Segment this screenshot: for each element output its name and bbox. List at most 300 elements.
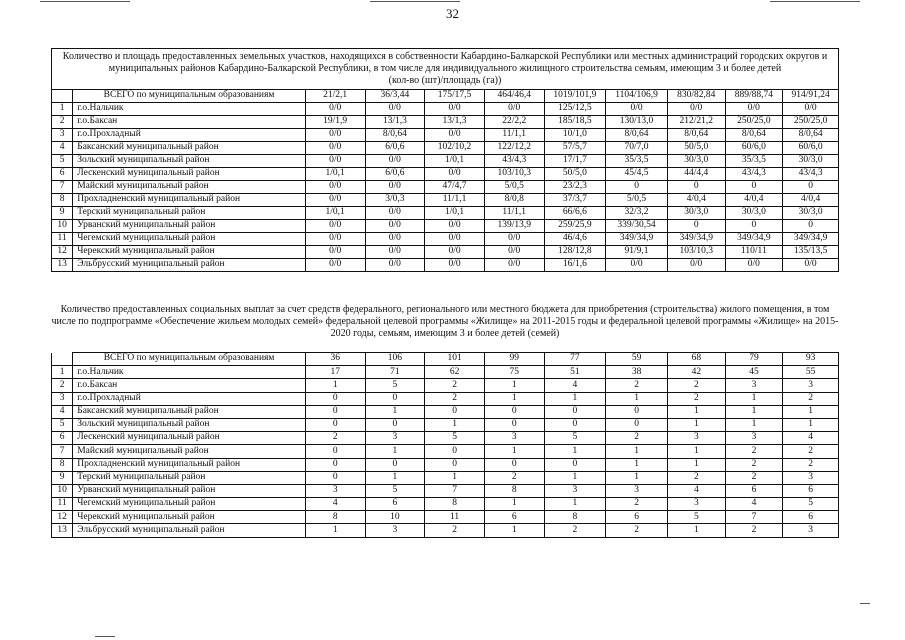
data-cell: 1 <box>606 392 668 405</box>
row-number: 2 <box>52 379 73 392</box>
scan-artifact-line <box>770 1 860 2</box>
table-row <box>52 405 839 418</box>
municipality-name: Зольский муниципальный район <box>73 155 306 168</box>
data-cell: 1 <box>725 418 783 431</box>
data-cell: 30/3,0 <box>667 155 725 168</box>
data-cell: 45 <box>725 366 783 379</box>
row-number: 3 <box>52 392 73 405</box>
municipality-name: г.о.Нальчик <box>73 366 306 379</box>
data-cell: 2 <box>725 458 783 471</box>
table-row <box>52 116 839 129</box>
data-cell: 8 <box>305 511 365 524</box>
data-cell: 0/0 <box>425 103 485 116</box>
total-cell: 1019/101,9 <box>544 90 606 103</box>
table-row <box>52 129 839 142</box>
data-cell: 0 <box>305 445 365 458</box>
table-row <box>52 458 839 471</box>
total-cell: 36/3,44 <box>365 90 425 103</box>
data-cell: 5 <box>667 511 725 524</box>
data-cell: 122/12,2 <box>484 142 544 155</box>
table1-unit-note: (кол-во (шт)/площадь (га)) <box>388 75 502 86</box>
data-cell: 6 <box>606 511 668 524</box>
page-number: 32 <box>446 6 459 21</box>
data-cell: 1 <box>725 405 783 418</box>
data-cell: 0/0 <box>365 233 425 246</box>
data-cell: 1 <box>305 379 365 392</box>
data-cell: 2 <box>606 498 668 511</box>
data-cell: 4/0,4 <box>783 194 839 207</box>
row-number: 3 <box>52 129 73 142</box>
data-cell: 0 <box>365 418 425 431</box>
data-cell: 0/0 <box>725 103 783 116</box>
data-cell: 43/4,3 <box>783 168 839 181</box>
data-cell: 139/13,9 <box>484 220 544 233</box>
row-number: 4 <box>52 142 73 155</box>
data-cell: 4 <box>305 498 365 511</box>
data-cell: 7 <box>725 511 783 524</box>
table-row <box>52 259 839 272</box>
data-cell: 259/25,9 <box>544 220 606 233</box>
data-cell: 2 <box>725 445 783 458</box>
data-cell: 70/7,0 <box>606 142 668 155</box>
data-cell: 3 <box>725 379 783 392</box>
data-cell: 23/2,3 <box>544 181 606 194</box>
data-cell: 1 <box>725 392 783 405</box>
data-cell: 0/0 <box>365 220 425 233</box>
data-cell: 1 <box>365 445 425 458</box>
municipality-name: Майский муниципальный район <box>73 445 306 458</box>
data-cell: 6 <box>365 498 425 511</box>
table-row <box>52 142 839 155</box>
data-cell: 0/0 <box>305 259 365 272</box>
municipality-name: г.о.Прохладный <box>73 392 306 405</box>
municipality-name: Урванский муниципальный район <box>73 484 306 497</box>
data-cell: 1 <box>544 392 606 405</box>
data-cell: 0 <box>425 445 485 458</box>
data-cell: 0 <box>606 405 668 418</box>
table-row <box>52 498 839 511</box>
table-row <box>52 246 839 259</box>
data-cell: 0/0 <box>783 259 839 272</box>
data-cell: 1/0,1 <box>305 207 365 220</box>
table-row <box>52 445 839 458</box>
data-cell: 1 <box>667 458 725 471</box>
data-cell: 8/0,64 <box>783 129 839 142</box>
data-cell: 0 <box>425 405 485 418</box>
table2-title: Количество предоставленных социальных выплат за счет средств федерального, регионального или местного бюджета для приобретения (строительства) жилого помещения, в том числе по подпрограмме «Обеспечение жильем молодых семей» федеральной целевой программы «Жилище» на 2011-2015 годы и федеральной целевой программы «Жилище» на 2015-2020 годы, семьям, имеющим 3 и более детей (семей) <box>51 304 839 339</box>
data-cell: 0 <box>606 181 668 194</box>
table-row <box>52 207 839 220</box>
data-cell: 0 <box>725 220 783 233</box>
data-cell: 17/1,7 <box>544 155 606 168</box>
data-cell: 0/0 <box>425 233 485 246</box>
data-cell: 0/0 <box>365 103 425 116</box>
data-cell: 2 <box>725 471 783 484</box>
row-number: 1 <box>52 366 73 379</box>
data-cell: 1/0,1 <box>425 155 485 168</box>
data-cell: 3 <box>783 471 839 484</box>
data-cell: 1 <box>606 458 668 471</box>
data-cell: 0 <box>544 458 606 471</box>
data-cell: 5 <box>544 432 606 445</box>
data-cell: 2 <box>425 379 485 392</box>
table-row <box>52 418 839 431</box>
data-cell: 1 <box>606 471 668 484</box>
data-cell: 1 <box>484 445 544 458</box>
data-cell: 71 <box>365 366 425 379</box>
total-cell: 1104/106,9 <box>606 90 668 103</box>
data-cell: 2 <box>425 524 485 537</box>
data-cell: 0/0 <box>667 103 725 116</box>
table1-total-row <box>52 90 839 103</box>
data-cell: 339/30,54 <box>606 220 668 233</box>
data-cell: 0/0 <box>425 168 485 181</box>
data-cell: 2 <box>667 379 725 392</box>
data-cell: 30/3,0 <box>783 207 839 220</box>
data-cell: 6 <box>484 511 544 524</box>
data-cell: 8/0,64 <box>725 129 783 142</box>
data-cell: 0/0 <box>305 220 365 233</box>
data-cell: 6 <box>783 484 839 497</box>
data-cell: 0/0 <box>425 129 485 142</box>
data-cell: 30/3,0 <box>667 207 725 220</box>
municipality-name: г.о.Баксан <box>73 379 306 392</box>
total-row-label: ВСЕГО по муниципальным образованиям <box>73 90 306 103</box>
data-cell: 0 <box>484 405 544 418</box>
total-cell: 21/2,1 <box>305 90 365 103</box>
table-row <box>52 379 839 392</box>
row-number: 6 <box>52 432 73 445</box>
row-number: 6 <box>52 168 73 181</box>
data-cell: 2 <box>484 471 544 484</box>
row-number: 9 <box>52 471 73 484</box>
data-cell: 3 <box>484 432 544 445</box>
data-cell: 35/3,5 <box>725 155 783 168</box>
municipality-name: Эльбрусский муниципальный район <box>73 524 306 537</box>
data-cell: 30/3,0 <box>783 155 839 168</box>
data-cell: 62 <box>425 366 485 379</box>
municipality-name: Прохладненский муниципальный район <box>73 194 306 207</box>
data-cell: 13/1,3 <box>365 116 425 129</box>
table-row <box>52 155 839 168</box>
total-row-number <box>52 353 73 366</box>
row-number: 9 <box>52 207 73 220</box>
row-number: 11 <box>52 498 73 511</box>
data-cell: 3 <box>365 524 425 537</box>
municipality-name: Зольский муниципальный район <box>73 418 306 431</box>
table-row <box>52 484 839 497</box>
data-cell: 102/10,2 <box>425 142 485 155</box>
data-cell: 11/1,1 <box>425 194 485 207</box>
scan-artifact-line <box>860 603 870 604</box>
data-cell: 349/34,9 <box>725 233 783 246</box>
municipality-name: Эльбрусский муниципальный район <box>73 259 306 272</box>
data-cell: 0/0 <box>783 103 839 116</box>
row-number: 7 <box>52 181 73 194</box>
land-plots-table <box>51 48 839 272</box>
municipality-name: Терский муниципальный район <box>73 471 306 484</box>
social-payments-table <box>51 352 839 538</box>
data-cell: 2 <box>783 458 839 471</box>
data-cell: 4/0,4 <box>725 194 783 207</box>
data-cell: 2 <box>606 432 668 445</box>
table1-title <box>52 49 839 90</box>
table-row <box>52 233 839 246</box>
data-cell: 5 <box>365 484 425 497</box>
data-cell: 0/0 <box>606 103 668 116</box>
data-cell: 0/0 <box>365 259 425 272</box>
data-cell: 103/10,3 <box>667 246 725 259</box>
data-cell: 0/0 <box>365 207 425 220</box>
row-number: 10 <box>52 484 73 497</box>
total-cell: 464/46,4 <box>484 90 544 103</box>
data-cell: 130/13,0 <box>606 116 668 129</box>
data-cell: 2 <box>725 524 783 537</box>
municipality-name: Лескенский муниципальный район <box>73 432 306 445</box>
municipality-name: Черекский муниципальный район <box>73 511 306 524</box>
data-cell: 4 <box>783 432 839 445</box>
data-cell: 55 <box>783 366 839 379</box>
data-cell: 0/0 <box>425 220 485 233</box>
data-cell: 0/0 <box>365 181 425 194</box>
data-cell: 0/0 <box>484 246 544 259</box>
data-cell: 349/34,9 <box>606 233 668 246</box>
data-cell: 1 <box>484 392 544 405</box>
table-row <box>52 366 839 379</box>
data-cell: 0/0 <box>365 155 425 168</box>
data-cell: 75 <box>484 366 544 379</box>
data-cell: 0 <box>365 392 425 405</box>
data-cell: 0/0 <box>305 142 365 155</box>
data-cell: 50/5,0 <box>667 142 725 155</box>
data-cell: 50/5,0 <box>544 168 606 181</box>
data-cell: 0/0 <box>305 246 365 259</box>
row-number: 12 <box>52 246 73 259</box>
data-cell: 0/0 <box>305 194 365 207</box>
table-row <box>52 168 839 181</box>
total-cell: 93 <box>783 353 839 366</box>
data-cell: 3 <box>783 524 839 537</box>
municipality-name: Баксанский муниципальный район <box>73 142 306 155</box>
data-cell: 1/0,1 <box>305 168 365 181</box>
data-cell: 0/0 <box>667 259 725 272</box>
data-cell: 1 <box>544 471 606 484</box>
data-cell: 2 <box>667 392 725 405</box>
row-number: 11 <box>52 233 73 246</box>
data-cell: 0/0 <box>305 129 365 142</box>
municipality-name: Лескенский муниципальный район <box>73 168 306 181</box>
data-cell: 0/0 <box>365 246 425 259</box>
data-cell: 5 <box>783 498 839 511</box>
data-cell: 2 <box>783 445 839 458</box>
data-cell: 1 <box>484 498 544 511</box>
data-cell: 35/3,5 <box>606 155 668 168</box>
data-cell: 6/0,6 <box>365 168 425 181</box>
data-cell: 0/0 <box>484 103 544 116</box>
data-cell: 0 <box>305 458 365 471</box>
table-row <box>52 511 839 524</box>
data-cell: 4/0,4 <box>667 194 725 207</box>
data-cell: 51 <box>544 366 606 379</box>
scan-artifact-line <box>95 636 115 637</box>
row-number: 10 <box>52 220 73 233</box>
data-cell: 2 <box>667 471 725 484</box>
data-cell: 250/25,0 <box>783 116 839 129</box>
data-cell: 0/0 <box>484 259 544 272</box>
municipality-name: г.о.Прохладный <box>73 129 306 142</box>
table-row <box>52 220 839 233</box>
data-cell: 4 <box>725 498 783 511</box>
data-cell: 57/5,7 <box>544 142 606 155</box>
data-cell: 3/0,3 <box>365 194 425 207</box>
data-cell: 43/4,3 <box>725 168 783 181</box>
data-cell: 2 <box>425 392 485 405</box>
municipality-name: Прохладненский муниципальный район <box>73 458 306 471</box>
data-cell: 37/3,7 <box>544 194 606 207</box>
scan-artifact-line <box>370 1 460 2</box>
data-cell: 43/4,3 <box>484 155 544 168</box>
data-cell: 0/0 <box>725 259 783 272</box>
data-cell: 1 <box>305 524 365 537</box>
total-cell: 914/91,24 <box>783 90 839 103</box>
total-row-number <box>52 90 73 103</box>
data-cell: 2 <box>606 524 668 537</box>
data-cell: 42 <box>667 366 725 379</box>
table-row <box>52 392 839 405</box>
total-cell: 99 <box>484 353 544 366</box>
total-cell: 106 <box>365 353 425 366</box>
table-row <box>52 194 839 207</box>
data-cell: 8/0,8 <box>484 194 544 207</box>
data-cell: 0 <box>425 458 485 471</box>
municipality-name: г.о.Баксан <box>73 116 306 129</box>
data-cell: 1 <box>783 405 839 418</box>
data-cell: 10 <box>365 511 425 524</box>
data-cell: 5 <box>365 379 425 392</box>
row-number: 7 <box>52 445 73 458</box>
data-cell: 13/1,3 <box>425 116 485 129</box>
data-cell: 16/1,6 <box>544 259 606 272</box>
row-number: 1 <box>52 103 73 116</box>
data-cell: 6/0,6 <box>365 142 425 155</box>
data-cell: 3 <box>725 432 783 445</box>
data-cell: 45/4,5 <box>606 168 668 181</box>
data-cell: 128/12,8 <box>544 246 606 259</box>
data-cell: 2 <box>544 524 606 537</box>
data-cell: 3 <box>667 498 725 511</box>
data-cell: 250/25,0 <box>725 116 783 129</box>
data-cell: 0/0 <box>425 246 485 259</box>
data-cell: 3 <box>544 484 606 497</box>
data-cell: 0/0 <box>484 233 544 246</box>
data-cell: 8/0,64 <box>365 129 425 142</box>
data-cell: 91/9,1 <box>606 246 668 259</box>
data-cell: 8/0,64 <box>667 129 725 142</box>
data-cell: 60/6,0 <box>783 142 839 155</box>
data-cell: 2 <box>305 432 365 445</box>
table-row <box>52 103 839 116</box>
data-cell: 66/6,6 <box>544 207 606 220</box>
data-cell: 1 <box>667 524 725 537</box>
data-cell: 22/2,2 <box>484 116 544 129</box>
data-cell: 4 <box>667 484 725 497</box>
data-cell: 3 <box>606 484 668 497</box>
municipality-name: Баксанский муниципальный район <box>73 405 306 418</box>
municipality-name: г.о.Нальчик <box>73 103 306 116</box>
municipality-name: Урванский муниципальный район <box>73 220 306 233</box>
data-cell: 6 <box>725 484 783 497</box>
total-row-label: ВСЕГО по муниципальным образованиям <box>73 353 306 366</box>
row-number: 5 <box>52 155 73 168</box>
table-row <box>52 181 839 194</box>
data-cell: 349/34,9 <box>667 233 725 246</box>
data-cell: 135/13,5 <box>783 246 839 259</box>
row-number: 5 <box>52 418 73 431</box>
data-cell: 0 <box>305 471 365 484</box>
data-cell: 0 <box>484 458 544 471</box>
table-row <box>52 524 839 537</box>
row-number: 4 <box>52 405 73 418</box>
total-cell: 889/88,74 <box>725 90 783 103</box>
row-number: 2 <box>52 116 73 129</box>
data-cell: 47/4,7 <box>425 181 485 194</box>
data-cell: 0 <box>783 181 839 194</box>
row-number: 8 <box>52 194 73 207</box>
data-cell: 0 <box>305 418 365 431</box>
data-cell: 0/0 <box>305 181 365 194</box>
data-cell: 6 <box>783 511 839 524</box>
data-cell: 125/12,5 <box>544 103 606 116</box>
data-cell: 0 <box>783 220 839 233</box>
data-cell: 0/0 <box>305 103 365 116</box>
data-cell: 17 <box>305 366 365 379</box>
data-cell: 11/1,1 <box>484 129 544 142</box>
data-cell: 30/3,0 <box>725 207 783 220</box>
municipality-name: Черекский муниципальный район <box>73 246 306 259</box>
data-cell: 1 <box>606 445 668 458</box>
data-cell: 8 <box>425 498 485 511</box>
data-cell: 2 <box>606 379 668 392</box>
data-cell: 0 <box>725 181 783 194</box>
data-cell: 7 <box>425 484 485 497</box>
total-cell: 59 <box>606 353 668 366</box>
data-cell: 0 <box>305 392 365 405</box>
data-cell: 5/0,5 <box>484 181 544 194</box>
table-row <box>52 471 839 484</box>
data-cell: 1 <box>425 471 485 484</box>
row-number: 13 <box>52 524 73 537</box>
total-cell: 175/17,5 <box>425 90 485 103</box>
data-cell: 11 <box>425 511 485 524</box>
data-cell: 0 <box>544 405 606 418</box>
data-cell: 185/18,5 <box>544 116 606 129</box>
data-cell: 212/21,2 <box>667 116 725 129</box>
table-row <box>52 432 839 445</box>
municipality-name: Чегемский муниципальный район <box>73 233 306 246</box>
table2-total-row <box>52 353 839 366</box>
data-cell: 60/6,0 <box>725 142 783 155</box>
municipality-name: Терский муниципальный район <box>73 207 306 220</box>
data-cell: 8/0,64 <box>606 129 668 142</box>
data-cell: 349/34,9 <box>783 233 839 246</box>
municipality-name: Майский муниципальный район <box>73 181 306 194</box>
data-cell: 1 <box>667 405 725 418</box>
data-cell: 8 <box>544 511 606 524</box>
row-number: 12 <box>52 511 73 524</box>
data-cell: 0 <box>305 405 365 418</box>
total-cell: 77 <box>544 353 606 366</box>
data-cell: 0/0 <box>606 259 668 272</box>
